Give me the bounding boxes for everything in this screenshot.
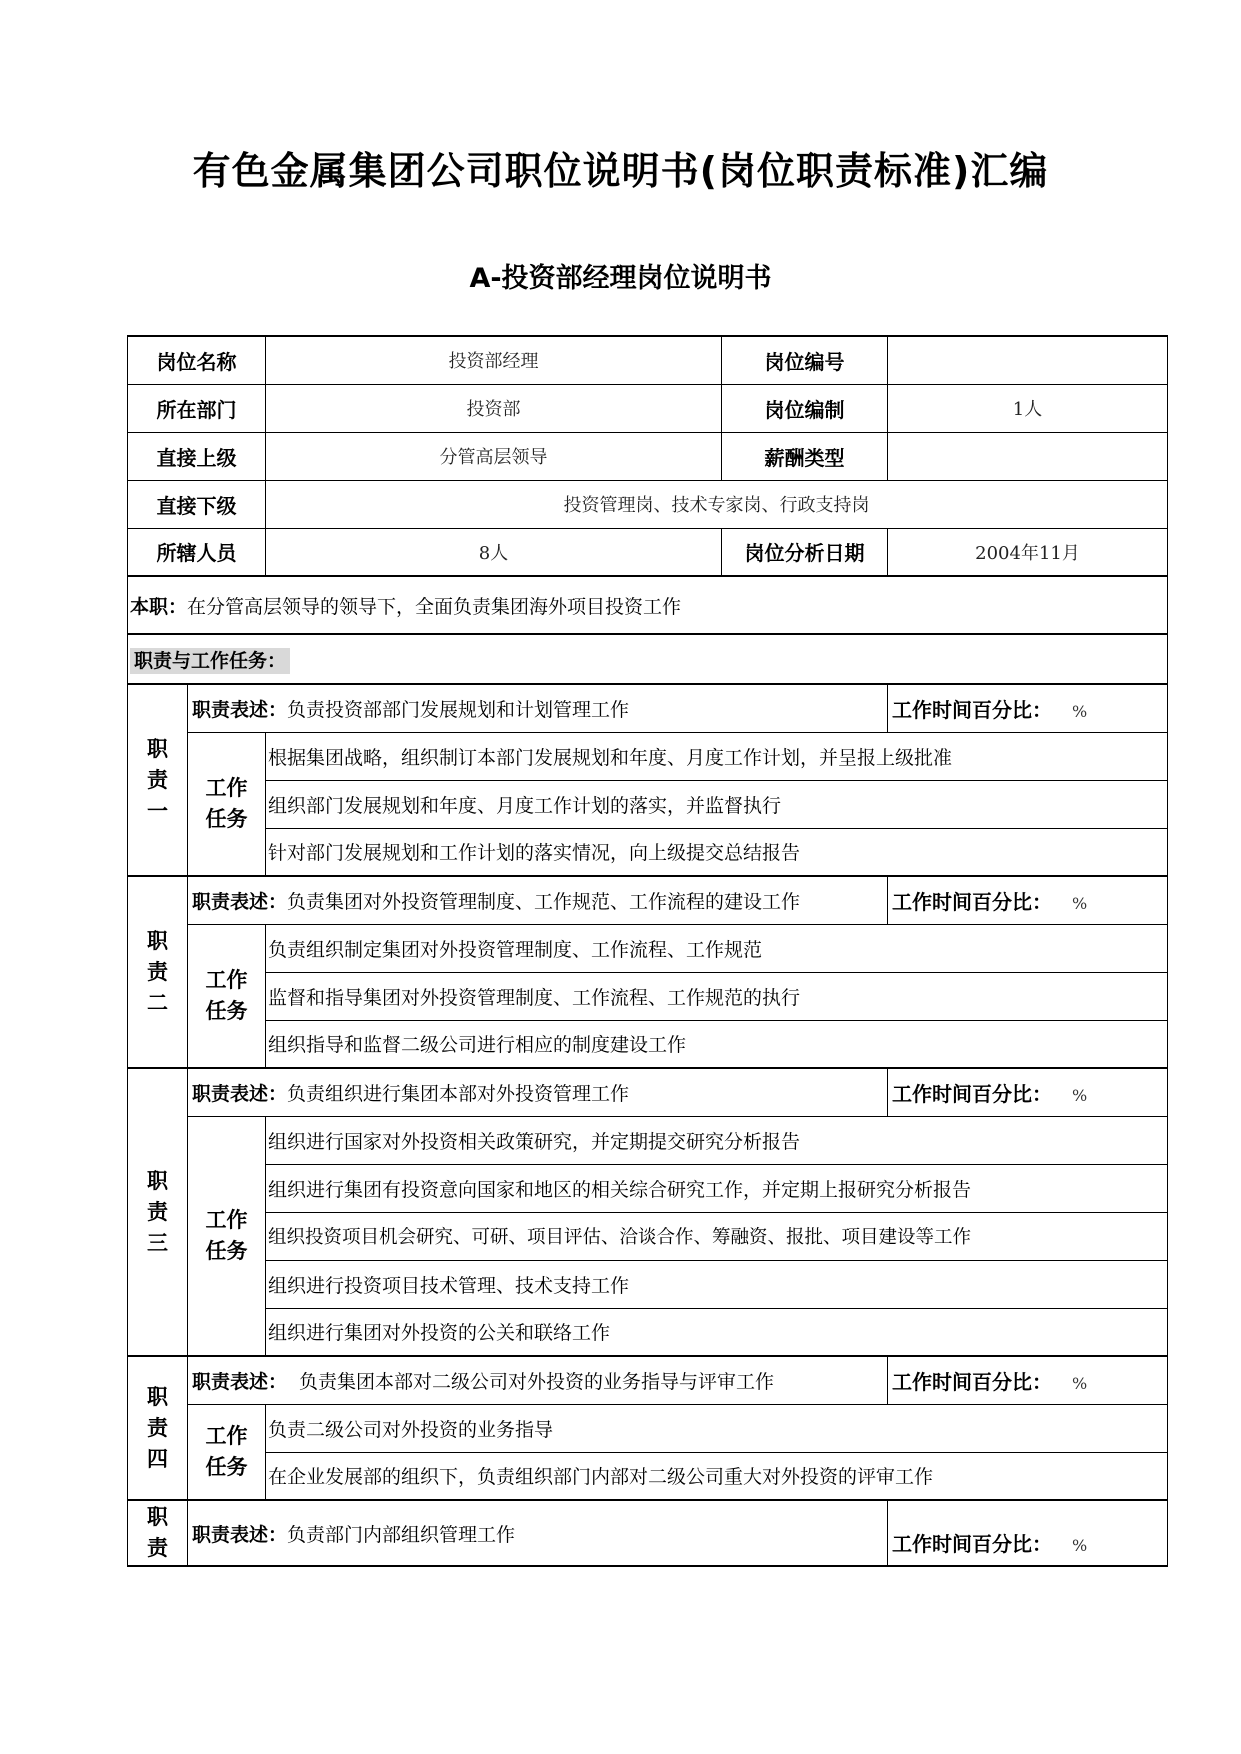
duty-2-description <box>188 876 888 924</box>
core-duty-row <box>128 576 1168 634</box>
duty-5-char-2: 责 <box>147 1536 168 1560</box>
duty-3-char-3: 三 <box>147 1230 168 1255</box>
core-duty-cell <box>128 576 1168 634</box>
duty-1-task-3: 针对部门发展规划和工作计划的落实情况，向上级提交总结报告 <box>266 828 1168 876</box>
duty-3-task-row-2 <box>128 1164 1168 1212</box>
duty-4-desc-text: 负责集团本部对二级公司对外投资的业务指导与评审工作 <box>299 1370 775 1393</box>
duty-4-desc-row <box>128 1356 1168 1404</box>
duty-5-description <box>188 1500 888 1566</box>
duty-3-number <box>128 1068 188 1356</box>
duty-2-task-row-2 <box>128 972 1168 1020</box>
duty-5-number <box>128 1500 188 1566</box>
duty-1-task-2: 组织部门发展规划和年度、月度工作计划的落实，并监督执行 <box>266 780 1168 828</box>
duty-4-task-row-2 <box>128 1452 1168 1500</box>
duty-5-desc-row <box>128 1500 1168 1566</box>
duty-3-task-label <box>188 1116 266 1356</box>
duty-3-task-row-4 <box>128 1260 1168 1308</box>
duty-4-time-percentage <box>888 1356 1168 1404</box>
duties-header-cell <box>128 634 1168 684</box>
duties-header-row <box>128 634 1168 684</box>
duty-5-char-1: 职 <box>147 1505 168 1529</box>
duty-4-desc-label: 职责表述： <box>192 1370 288 1393</box>
duty-2-char-1: 职 <box>147 928 168 953</box>
duty-2-desc-label: 职责表述： <box>192 890 288 913</box>
duty-4-task-label-1: 工作 <box>205 1423 248 1448</box>
duty-4-task-2: 在企业发展部的组织下，负责组织部门内部对二级公司重大对外投资的评审工作 <box>266 1452 1168 1500</box>
duty-1-task-label-2: 任务 <box>205 806 248 831</box>
duty-1-task-label <box>188 732 266 876</box>
duty-4-number <box>128 1356 188 1500</box>
value-salary-type <box>888 432 1168 480</box>
duty-2-time-percentage <box>888 876 1168 924</box>
core-duty-text: 在分管高层领导的领导下，全面负责集团海外项目投资工作 <box>187 595 682 618</box>
duty-1-desc-row <box>128 684 1168 732</box>
info-row-3 <box>128 432 1168 480</box>
value-headcount: 1人 <box>888 384 1168 432</box>
duty-3-desc-row <box>128 1068 1168 1116</box>
duty-3-time-percentage <box>888 1068 1168 1116</box>
duty-1-task-row-1 <box>128 732 1168 780</box>
duty-3-task-label-2: 任务 <box>205 1238 248 1263</box>
duty-4-pct-label: 工作时间百分比： <box>892 1369 1052 1394</box>
duty-2-task-row-1 <box>128 924 1168 972</box>
duty-3-pct-symbol: % <box>1072 1085 1088 1105</box>
duty-2-task-label-2: 任务 <box>205 998 248 1023</box>
duty-4-pct-symbol: % <box>1072 1373 1088 1393</box>
duty-5-time-percentage <box>888 1500 1168 1566</box>
duty-2-pct-label: 工作时间百分比： <box>892 889 1052 914</box>
duty-1-char-1: 职 <box>147 736 168 761</box>
duty-4-char-1: 职 <box>147 1384 168 1409</box>
label-direct-subordinates: 直接下级 <box>128 480 266 528</box>
duty-4-task-label <box>188 1404 266 1500</box>
duty-1-task-label-1: 工作 <box>205 775 248 800</box>
duty-4-task-1: 负责二级公司对外投资的业务指导 <box>266 1404 1168 1452</box>
info-row-4 <box>128 480 1168 528</box>
duties-header: 职责与工作任务： <box>130 648 290 674</box>
label-staff: 所辖人员 <box>128 528 266 576</box>
value-position-name: 投资部经理 <box>266 336 722 384</box>
duty-3-task-5: 组织进行集团对外投资的公关和联络工作 <box>266 1308 1168 1356</box>
duty-1-task-row-3 <box>128 828 1168 876</box>
duty-4-task-label-2: 任务 <box>205 1454 248 1479</box>
duty-3-desc-label: 职责表述： <box>192 1082 288 1105</box>
duty-4-char-2: 责 <box>147 1415 168 1440</box>
duty-3-task-2: 组织进行集团有投资意向国家和地区的相关综合研究工作，并定期上报研究分析报告 <box>266 1164 1168 1212</box>
duty-4-char-3: 四 <box>147 1446 168 1471</box>
label-position-name: 岗位名称 <box>128 336 266 384</box>
duty-3-desc-text: 负责组织进行集团本部对外投资管理工作 <box>287 1082 630 1105</box>
duty-2-desc-row <box>128 876 1168 924</box>
duty-4-task-row-1 <box>128 1404 1168 1452</box>
duty-2-task-label <box>188 924 266 1068</box>
duty-3-task-row-1 <box>128 1116 1168 1164</box>
label-department: 所在部门 <box>128 384 266 432</box>
duty-5-pct-symbol: % <box>1072 1536 1088 1555</box>
label-headcount: 岗位编制 <box>722 384 888 432</box>
duty-3-char-2: 责 <box>147 1199 168 1224</box>
duty-3-task-3: 组织投资项目机会研究、可研、项目评估、洽谈合作、筹融资、报批、项目建设等工作 <box>266 1212 1168 1260</box>
label-position-code: 岗位编号 <box>722 336 888 384</box>
duty-3-task-row-3 <box>128 1212 1168 1260</box>
duty-5-desc-text: 负责部门内部组织管理工作 <box>287 1523 516 1546</box>
value-position-code <box>888 336 1168 384</box>
document-subtitle: A-投资部经理岗位说明书 <box>469 263 772 294</box>
duty-1-task-row-2 <box>128 780 1168 828</box>
duty-3-task-label-1: 工作 <box>205 1207 248 1232</box>
duty-1-pct-symbol: % <box>1072 701 1088 721</box>
duty-1-number <box>128 684 188 876</box>
duty-1-pct-label: 工作时间百分比： <box>892 697 1052 722</box>
duty-2-char-3: 二 <box>147 990 168 1015</box>
duty-2-task-3: 组织指导和监督二级公司进行相应的制度建设工作 <box>266 1020 1168 1068</box>
duty-1-char-3: 一 <box>147 798 168 823</box>
info-row-2 <box>128 384 1168 432</box>
duty-3-char-1: 职 <box>147 1168 168 1193</box>
value-staff: 8人 <box>266 528 722 576</box>
duty-3-task-1: 组织进行国家对外投资相关政策研究，并定期提交研究分析报告 <box>266 1116 1168 1164</box>
duty-3-pct-label: 工作时间百分比： <box>892 1081 1052 1106</box>
duty-5-desc-label: 职责表述： <box>192 1523 288 1546</box>
value-direct-superior: 分管高层领导 <box>266 432 722 480</box>
duty-3-task-4: 组织进行投资项目技术管理、技术支持工作 <box>266 1260 1168 1308</box>
duty-1-task-1: 根据集团战略，组织制订本部门发展规划和年度、月度工作计划，并呈报上级批准 <box>266 732 1168 780</box>
duty-2-task-2: 监督和指导集团对外投资管理制度、工作流程、工作规范的执行 <box>266 972 1168 1020</box>
duty-1-time-percentage <box>888 684 1168 732</box>
core-duty-label: 本职： <box>130 595 188 618</box>
label-direct-superior: 直接上级 <box>128 432 266 480</box>
duty-1-desc-label: 职责表述： <box>192 698 288 721</box>
value-department: 投资部 <box>266 384 722 432</box>
info-row-1 <box>128 336 1168 384</box>
duty-2-pct-symbol: % <box>1072 893 1088 913</box>
duty-3-task-row-5 <box>128 1308 1168 1356</box>
duty-4-description <box>188 1356 888 1404</box>
duty-3-description <box>188 1068 888 1116</box>
duty-1-desc-text: 负责投资部部门发展规划和计划管理工作 <box>287 698 630 721</box>
duty-2-task-label-1: 工作 <box>205 967 248 992</box>
value-analysis-date: 2004年11月 <box>888 528 1168 576</box>
duty-2-char-2: 责 <box>147 959 168 984</box>
duty-1-char-2: 责 <box>147 767 168 792</box>
value-direct-subordinates: 投资管理岗、技术专家岗、行政支持岗 <box>266 480 1168 528</box>
job-description-table <box>127 335 1168 1567</box>
info-row-5 <box>128 528 1168 576</box>
duty-2-desc-text: 负责集团对外投资管理制度、工作规范、工作流程的建设工作 <box>287 890 801 913</box>
label-analysis-date: 岗位分析日期 <box>722 528 888 576</box>
document-title: 有色金属集团公司职位说明书(岗位职责标准)汇编 <box>192 149 1049 193</box>
duty-1-description <box>188 684 888 732</box>
duty-5-pct-label: 工作时间百分比： <box>892 1532 1052 1556</box>
label-salary-type: 薪酬类型 <box>722 432 888 480</box>
duty-2-task-row-3 <box>128 1020 1168 1068</box>
duty-2-task-1: 负责组织制定集团对外投资管理制度、工作流程、工作规范 <box>266 924 1168 972</box>
duty-2-number <box>128 876 188 1068</box>
